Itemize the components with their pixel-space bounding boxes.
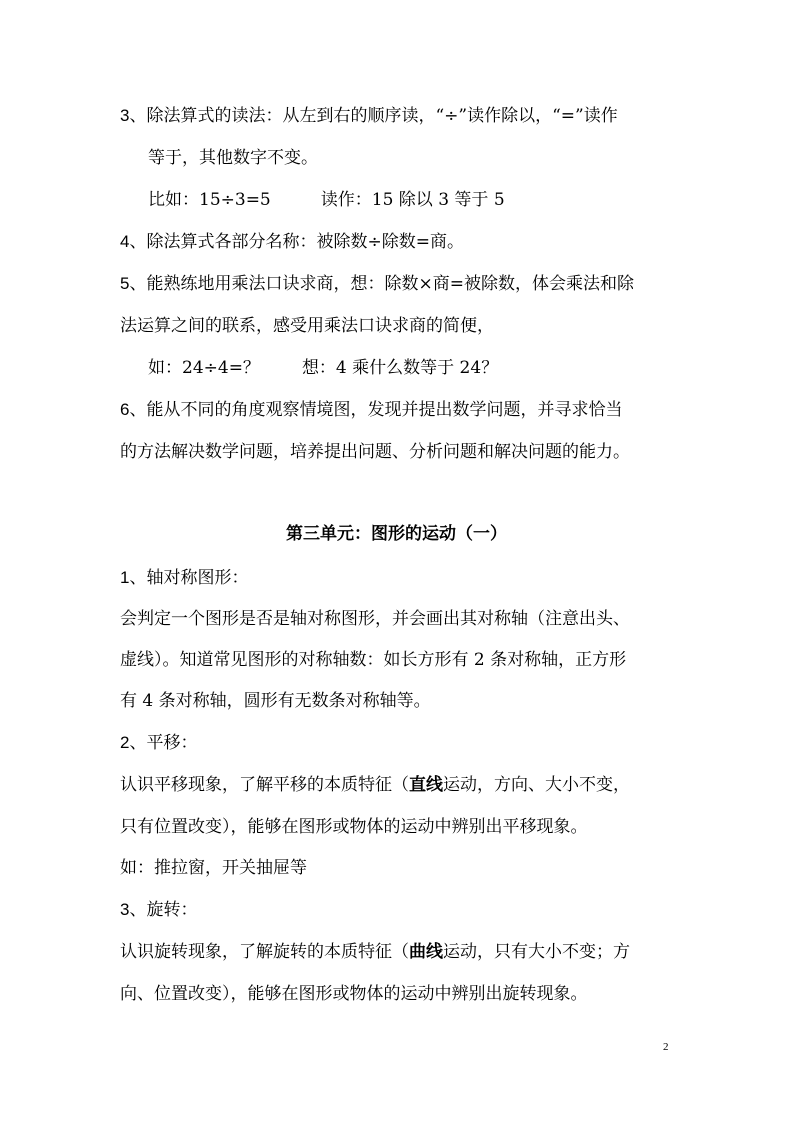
unit3-item-2-line-3: 如：推拉窗，开关抽屉等 <box>120 858 307 878</box>
item-3-line-1 <box>120 104 618 128</box>
unit3-item-3-title <box>120 898 197 922</box>
keyword-curve: 曲线 <box>409 942 443 962</box>
item-3-line-2: 等于，其他数字不变。 <box>148 148 318 168</box>
rotation-text-b: 运动，只有大小不变；方 <box>443 942 630 962</box>
unit3-item-3-label: 旋转： <box>146 900 198 920</box>
item-6-line-1 <box>120 398 622 422</box>
item-5-line-1 <box>120 272 634 296</box>
item-3-text: 除法算式的读法：从左到右的顺序读，“÷”读作除以，“=”读作 <box>146 106 618 126</box>
unit3-item-2-line-1 <box>120 773 630 797</box>
unit3-item-2-label: 平移： <box>146 733 198 753</box>
item-5-line-2: 法运算之间的联系，感受用乘法口诀求商的简便， <box>120 316 494 336</box>
item-6-text: 能从不同的角度观察情境图，发现并提出数学问题，并寻求恰当 <box>146 400 623 420</box>
unit3-item-1-line-1: 会判定一个图形是否是轴对称图形，并会画出其对称轴（注意出头、 <box>120 609 630 629</box>
unit3-item-1-number: 1、 <box>120 568 147 587</box>
example-equation: 比如：15÷3=5 <box>148 190 271 210</box>
unit3-item-2-number: 2、 <box>120 733 147 752</box>
example-question: 如：24÷4=？ <box>148 358 260 378</box>
rotation-text-a: 认识旋转现象，了解旋转的本质特征（ <box>120 942 409 962</box>
unit3-item-1-line-3: 有 4 条对称轴，圆形有无数条对称轴等。 <box>120 691 431 711</box>
item-3-example <box>148 188 505 212</box>
item-4-line-1 <box>120 230 464 254</box>
item-5-example <box>148 356 498 380</box>
example-thought: 想：4 乘什么数等于 24？ <box>301 358 499 378</box>
item-5-text: 能熟练地用乘法口诀求商，想：除数×商=被除数，体会乘法和除 <box>146 274 634 294</box>
item-4-number: 4、 <box>120 232 147 251</box>
translation-text-a: 认识平移现象，了解平移的本质特征（ <box>120 775 409 795</box>
page-number: 2 <box>663 1041 669 1053</box>
unit3-item-1-line-2: 虚线）。知道常见图形的对称轴数：如长方形有 2 条对称轴，正方形 <box>120 650 627 670</box>
unit3-item-2-title <box>120 731 197 755</box>
item-4-text: 除法算式各部分名称：被除数÷除数=商。 <box>146 232 464 252</box>
example-reading: 读作：15 除以 3 等于 5 <box>320 190 505 210</box>
unit-3-heading: 第三单元：图形的运动（一） <box>286 524 507 544</box>
unit3-item-3-line-1 <box>120 940 630 964</box>
unit3-item-3-line-2: 向、位置改变），能够在图形或物体的运动中辨别出旋转现象。 <box>120 984 588 1004</box>
item-5-number: 5、 <box>120 274 147 293</box>
item-3-number: 3、 <box>120 106 147 125</box>
keyword-straight-line: 直线 <box>409 775 443 795</box>
unit3-item-3-number: 3、 <box>120 900 147 919</box>
item-6-number: 6、 <box>120 400 147 419</box>
item-6-line-2: 的方法解决数学问题，培养提出问题、分析问题和解决问题的能力。 <box>120 442 630 462</box>
unit3-item-1-title <box>120 566 248 590</box>
unit3-item-1-label: 轴对称图形： <box>146 568 249 588</box>
unit3-item-2-line-2: 只有位置改变），能够在图形或物体的运动中辨别出平移现象。 <box>120 817 588 837</box>
translation-text-b: 运动，方向、大小不变， <box>443 775 630 795</box>
